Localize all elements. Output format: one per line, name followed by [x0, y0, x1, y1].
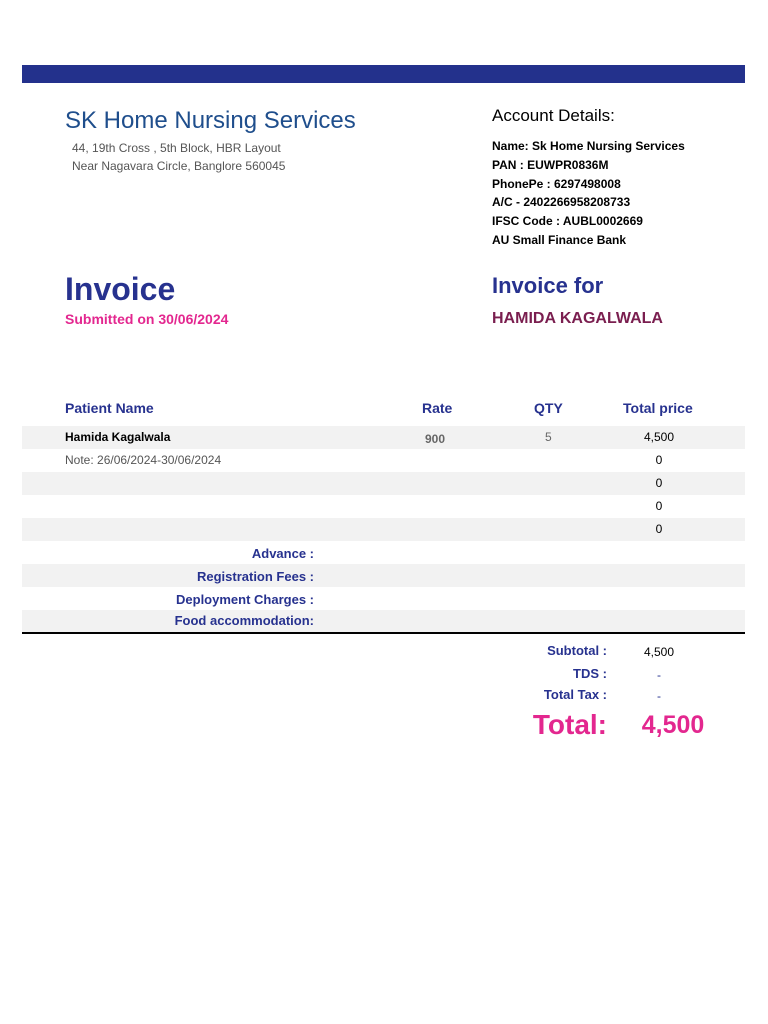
- subtotal-label: Subtotal :: [547, 643, 607, 658]
- note-cell: Note: 26/06/2024-30/06/2024: [65, 453, 222, 467]
- client-name: HAMIDA KAGALWALA: [492, 310, 663, 327]
- company-address-line1: 44, 19th Cross , 5th Block, HBR Layout: [72, 141, 281, 155]
- advance-label: Advance :: [251, 546, 314, 561]
- account-phonepe: PhonePe : 6297498008: [492, 177, 621, 191]
- registration-fees-label: Registration Fees :: [196, 569, 314, 584]
- patient-name-cell: Hamida Kagalwala: [65, 430, 171, 444]
- total-price-cell: 0: [655, 522, 663, 536]
- deployment-charges-label: Deployment Charges :: [176, 592, 314, 607]
- company-address-line2: Near Nagavara Circle, Banglore 560045: [72, 159, 286, 173]
- column-header-qty: QTY: [534, 400, 563, 416]
- grand-total-label: Total:: [532, 709, 607, 740]
- invoice-for-label: Invoice for: [492, 273, 604, 298]
- invoice-title: Invoice: [65, 271, 176, 307]
- total-tax-value: -: [657, 689, 661, 703]
- account-details-title: Account Details:: [492, 106, 615, 125]
- account-ifsc: IFSC Code : AUBL0002669: [492, 214, 643, 228]
- rate-cell: 900: [425, 432, 446, 446]
- qty-cell: 5: [545, 430, 552, 444]
- column-header-patient: Patient Name: [65, 400, 154, 416]
- header-bar: [22, 65, 745, 83]
- company-name: SK Home Nursing Services: [65, 107, 356, 134]
- account-number: A/C - 2402266958208733: [492, 195, 631, 209]
- total-price-cell: 4,500: [643, 430, 675, 444]
- subtotal-value: 4,500: [643, 645, 675, 659]
- submitted-date: Submitted on 30/06/2024: [65, 311, 229, 327]
- column-header-total: Total price: [623, 400, 693, 416]
- table-divider: [22, 632, 745, 634]
- total-tax-label: Total Tax :: [543, 687, 607, 702]
- total-price-cell: 0: [655, 499, 663, 513]
- column-header-rate: Rate: [422, 400, 453, 416]
- account-bank: AU Small Finance Bank: [492, 233, 627, 247]
- grand-total-value: 4,500: [641, 711, 705, 739]
- tds-value: -: [657, 668, 661, 682]
- tds-label: TDS :: [573, 666, 607, 681]
- account-pan: PAN : EUWPR0836M: [492, 158, 609, 172]
- total-price-cell: 0: [655, 453, 663, 467]
- food-accommodation-label: Food accommodation:: [174, 613, 314, 628]
- account-name: Name: Sk Home Nursing Services: [492, 139, 685, 153]
- total-price-cell: 0: [655, 476, 663, 490]
